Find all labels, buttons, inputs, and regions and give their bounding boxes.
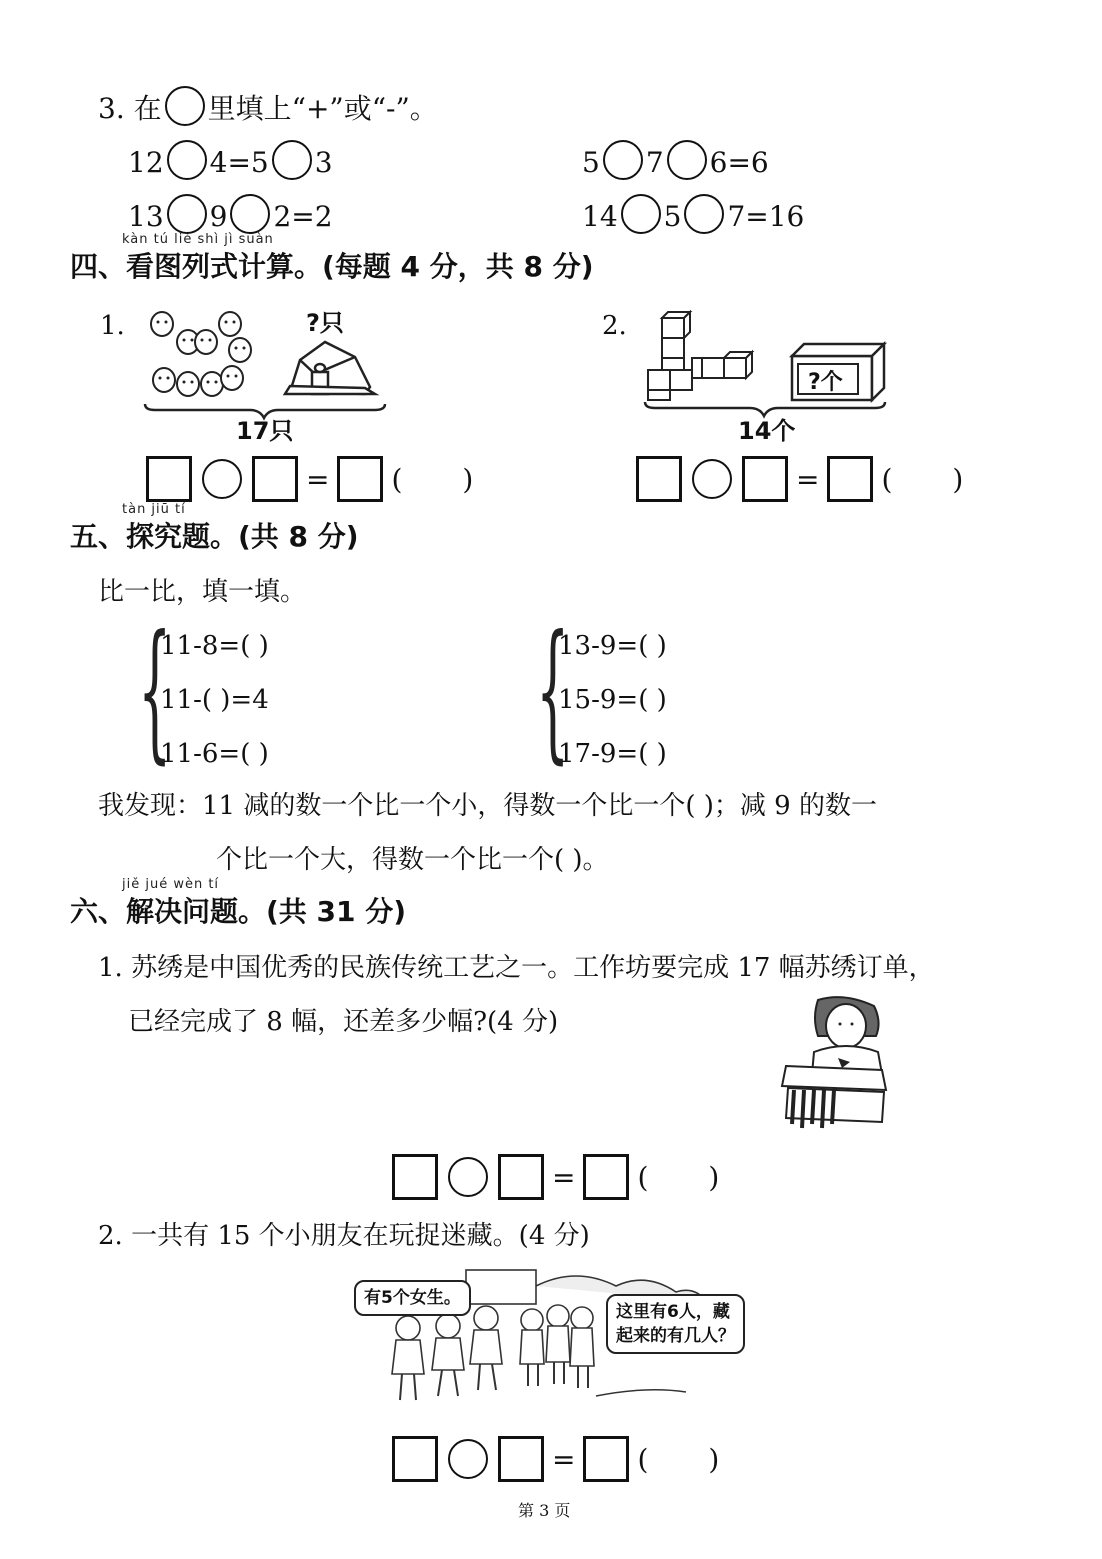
circle-blank[interactable] bbox=[165, 86, 205, 126]
s6-q2-equation: = ( ) bbox=[392, 1436, 719, 1482]
square-blank[interactable] bbox=[636, 456, 682, 502]
s4-title: 四、看图列式计算。(每题 4 分，共 8 分) bbox=[70, 250, 594, 283]
square-blank[interactable] bbox=[498, 1436, 544, 1482]
square-blank[interactable] bbox=[498, 1154, 544, 1200]
s5-right-2: 15-9=( ) bbox=[558, 685, 667, 715]
square-blank[interactable] bbox=[146, 456, 192, 502]
page-number: 第 3 页 bbox=[518, 1501, 571, 1520]
s5-finding-line1: 我发现：11 减的数一个比一个小，得数一个比一个( )；减 9 的数一 bbox=[98, 791, 877, 821]
square-blank[interactable] bbox=[392, 1436, 438, 1482]
s5-intro: 比一比，填一填。 bbox=[98, 577, 307, 607]
square-blank[interactable] bbox=[392, 1154, 438, 1200]
s5-left-2: 11-( )=4 bbox=[160, 685, 269, 715]
circle-blank[interactable] bbox=[272, 140, 312, 180]
s6-q1-line2: 已经完成了 8 幅，还差多少幅?(4 分) bbox=[128, 1007, 559, 1037]
circle-blank[interactable] bbox=[448, 1439, 488, 1479]
s6-q2-line: 2. 一共有 15 个小朋友在玩捉迷藏。(4 分) bbox=[98, 1221, 590, 1251]
s4-p1-equation: = ( ) bbox=[146, 456, 473, 502]
s5-finding-line2: 个比一个大，得数一个比一个( )。 bbox=[216, 845, 609, 875]
s4-pinyin: kàn tú liè shì jì suàn bbox=[122, 232, 274, 247]
speech-bubble-girls: 有5个女生。 bbox=[354, 1280, 471, 1316]
circle-blank[interactable] bbox=[167, 194, 207, 234]
q3-row2-right: 14 5 7=16 bbox=[582, 194, 804, 234]
square-blank[interactable] bbox=[827, 456, 873, 502]
s6-q1-equation: = ( ) bbox=[392, 1154, 719, 1200]
s4-p2-equation: = ( ) bbox=[636, 456, 963, 502]
circle-blank[interactable] bbox=[167, 140, 207, 180]
speech-bubble-hiding: 这里有6人，藏 起来的有几人？ bbox=[606, 1294, 745, 1354]
circle-blank[interactable] bbox=[230, 194, 270, 234]
q3-title: 3. 在 里填上“+”或“-”。 bbox=[98, 86, 438, 126]
circle-blank[interactable] bbox=[692, 459, 732, 499]
s4-p2-total: 14个 bbox=[738, 417, 796, 445]
square-blank[interactable] bbox=[583, 1154, 629, 1200]
s5-right-3: 17-9=( ) bbox=[558, 739, 667, 769]
s6-pinyin: jiě jué wèn tí bbox=[122, 877, 220, 892]
right-brace: { bbox=[536, 604, 570, 778]
s6-title: 六、解决问题。(共 31 分) bbox=[70, 895, 407, 928]
cube-icon bbox=[648, 312, 752, 400]
chick-icon bbox=[151, 312, 251, 396]
q3-row1-right: 5 7 6=6 bbox=[582, 140, 769, 180]
circle-blank[interactable] bbox=[621, 194, 661, 234]
square-blank[interactable] bbox=[583, 1436, 629, 1482]
house-icon bbox=[285, 342, 375, 394]
s4-p2-question: ?个 bbox=[808, 370, 843, 395]
s5-left-1: 11-8=( ) bbox=[160, 631, 269, 661]
embroidery-girl-illustration bbox=[778, 992, 892, 1134]
s5-left-3: 11-6=( ) bbox=[160, 739, 269, 769]
s4-p1-question: ?只 bbox=[306, 309, 344, 337]
s5-right-1: 13-9=( ) bbox=[558, 631, 667, 661]
circle-blank[interactable] bbox=[603, 140, 643, 180]
q3-row1-left: 12 4=5 3 bbox=[128, 140, 333, 180]
circle-blank[interactable] bbox=[448, 1157, 488, 1197]
left-brace: { bbox=[138, 604, 172, 778]
s4-p1-total: 17只 bbox=[236, 417, 294, 445]
square-blank[interactable] bbox=[252, 456, 298, 502]
s5-pinyin: tàn jiū tí bbox=[122, 502, 186, 517]
s5-title: 五、探究题。(共 8 分) bbox=[70, 520, 359, 553]
circle-blank[interactable] bbox=[667, 140, 707, 180]
circle-blank[interactable] bbox=[684, 194, 724, 234]
s4-p2-number: 2. bbox=[602, 311, 627, 341]
s6-q1-line1: 1. 苏绣是中国优秀的民族传统工艺之一。工作坊要完成 17 幅苏绣订单， bbox=[98, 953, 935, 983]
square-blank[interactable] bbox=[337, 456, 383, 502]
square-blank[interactable] bbox=[742, 456, 788, 502]
circle-blank[interactable] bbox=[202, 459, 242, 499]
q3-row2-left: 13 9 2=2 bbox=[128, 194, 333, 234]
s4-p1-number: 1. bbox=[100, 311, 125, 341]
